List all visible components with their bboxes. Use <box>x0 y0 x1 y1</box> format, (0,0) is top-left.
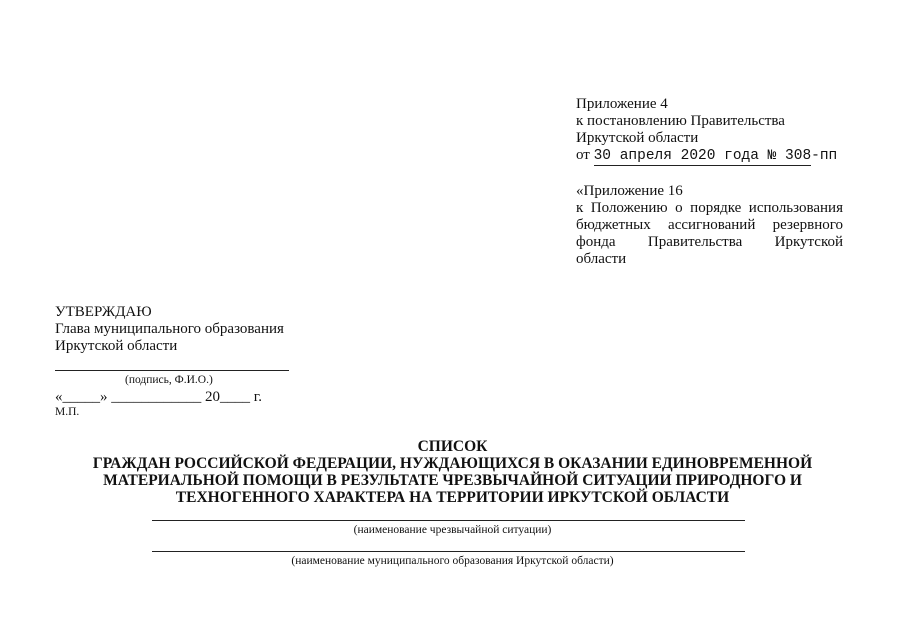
municipality-name-caption: (наименование муниципального образования Иркутской области) <box>291 555 614 567</box>
appendix-line-2: к постановлению Правительства <box>576 113 785 129</box>
appendix16-line-3: бюджетных ассигнований резервного <box>576 217 843 233</box>
municipality-name-line <box>152 551 745 552</box>
appendix-from-prefix: от <box>576 147 590 163</box>
appendix16-line-4: фонда Правительства Иркутской <box>576 234 843 250</box>
document-title-line-2: ГРАЖДАН РОССИЙСКОЙ ФЕДЕРАЦИИ, НУЖДАЮЩИХСЯ В ОКАЗАНИИ ЕДИНОВРЕМЕННОЙ <box>92 455 813 472</box>
appendix16-line-2: к Положению о порядке использования <box>576 200 843 216</box>
appendix-date-line <box>576 147 838 166</box>
signature-line <box>55 370 289 371</box>
document-title: СПИСОК <box>417 438 488 455</box>
approval-line-2: Иркутской области <box>55 338 178 354</box>
appendix-date-number: 30 апреля 2020 года № 308-пп <box>593 148 838 164</box>
appendix16-line-1: «Приложение 16 <box>576 183 683 199</box>
stamp-label: М.П. <box>55 406 80 418</box>
document-title-line-3: МАТЕРИАЛЬНОЙ ПОМОЩИ В РЕЗУЛЬТАТЕ ЧРЕЗВЫЧАЙНОЙ СИТУАЦИИ ПРИРОДНОГО И <box>103 472 802 489</box>
emergency-name-caption: (наименование чрезвычайной ситуации) <box>353 524 552 536</box>
appendix-line-3: Иркутской области <box>576 130 699 146</box>
emergency-name-line <box>152 520 745 521</box>
approval-heading: УТВЕРЖДАЮ <box>55 304 152 320</box>
signature-caption: (подпись, Ф.И.О.) <box>125 374 213 386</box>
document-title-line-4: ТЕХНОГЕННОГО ХАРАКТЕРА НА ТЕРРИТОРИИ ИРКУТСКОЙ ОБЛАСТИ <box>175 489 730 506</box>
approval-line-1: Глава муниципального образования <box>55 321 284 337</box>
approval-date-line: «_____» ____________ 20____ г. <box>55 389 262 405</box>
appendix16-line-5: области <box>576 251 627 267</box>
appendix-line-1: Приложение 4 <box>576 96 668 112</box>
